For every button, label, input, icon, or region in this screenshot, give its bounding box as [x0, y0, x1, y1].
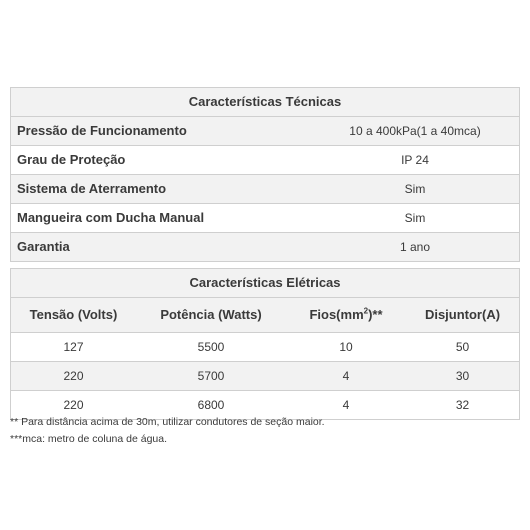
- spec-label: Sistema de Aterramento: [17, 181, 167, 196]
- potencia-cell: 5500: [197, 340, 225, 354]
- column-header-fios: [286, 298, 406, 332]
- disjuntor-cell: 30: [455, 369, 470, 383]
- disjuntor-cell: 50: [455, 340, 470, 354]
- spec-label: Pressão de Funcionamento: [17, 123, 187, 138]
- tensao-cell: 220: [63, 398, 84, 412]
- fios-cell: 10: [339, 340, 353, 354]
- column-header-disjuntor: Disjuntor(A): [424, 307, 501, 322]
- fios-header-superscript: 2: [363, 306, 369, 316]
- footnote: ** Para distância acima de 30m, utilizar condutores de seção maior.: [10, 416, 325, 428]
- spec-label: Grau de Proteção: [17, 152, 126, 167]
- footnote: ***mca: metro de coluna de água.: [10, 433, 168, 445]
- spec-value: IP 24: [401, 153, 429, 167]
- table-header-row: [11, 298, 519, 333]
- technical-specs-table: [10, 87, 520, 262]
- table-row: [11, 146, 519, 175]
- table-row: [11, 204, 519, 233]
- fios-header-suffix: )**: [368, 307, 383, 322]
- table-row: [11, 175, 519, 204]
- spec-value: Sim: [404, 211, 426, 225]
- potencia-cell: 5700: [197, 369, 225, 383]
- spec-value: 1 ano: [399, 240, 431, 254]
- electrical-specs-table: [10, 268, 520, 420]
- column-header-tensao: Tensão (Volts): [29, 307, 118, 322]
- fios-cell: 4: [342, 369, 350, 383]
- electrical-specs-title: Características Elétricas: [11, 269, 519, 298]
- spec-label: Garantia: [17, 239, 70, 254]
- table-row: [11, 233, 519, 261]
- spec-label: Mangueira com Ducha Manual: [17, 210, 205, 225]
- tensao-cell: 127: [63, 340, 84, 354]
- fios-cell: 4: [342, 398, 350, 412]
- disjuntor-cell: 32: [455, 398, 470, 412]
- technical-specs-title: Características Técnicas: [11, 88, 519, 117]
- column-header-potencia: Potência (Watts): [160, 307, 262, 322]
- table-row: [11, 333, 519, 362]
- table-row: [11, 362, 519, 391]
- table-row: [11, 117, 519, 146]
- potencia-cell: 6800: [197, 398, 225, 412]
- spec-value: Sim: [404, 182, 426, 196]
- fios-header-text: Fios(mm: [309, 307, 364, 322]
- spec-value: 10 a 400kPa(1 a 40mca): [349, 124, 481, 138]
- footnotes: [10, 414, 325, 448]
- tensao-cell: 220: [63, 369, 84, 383]
